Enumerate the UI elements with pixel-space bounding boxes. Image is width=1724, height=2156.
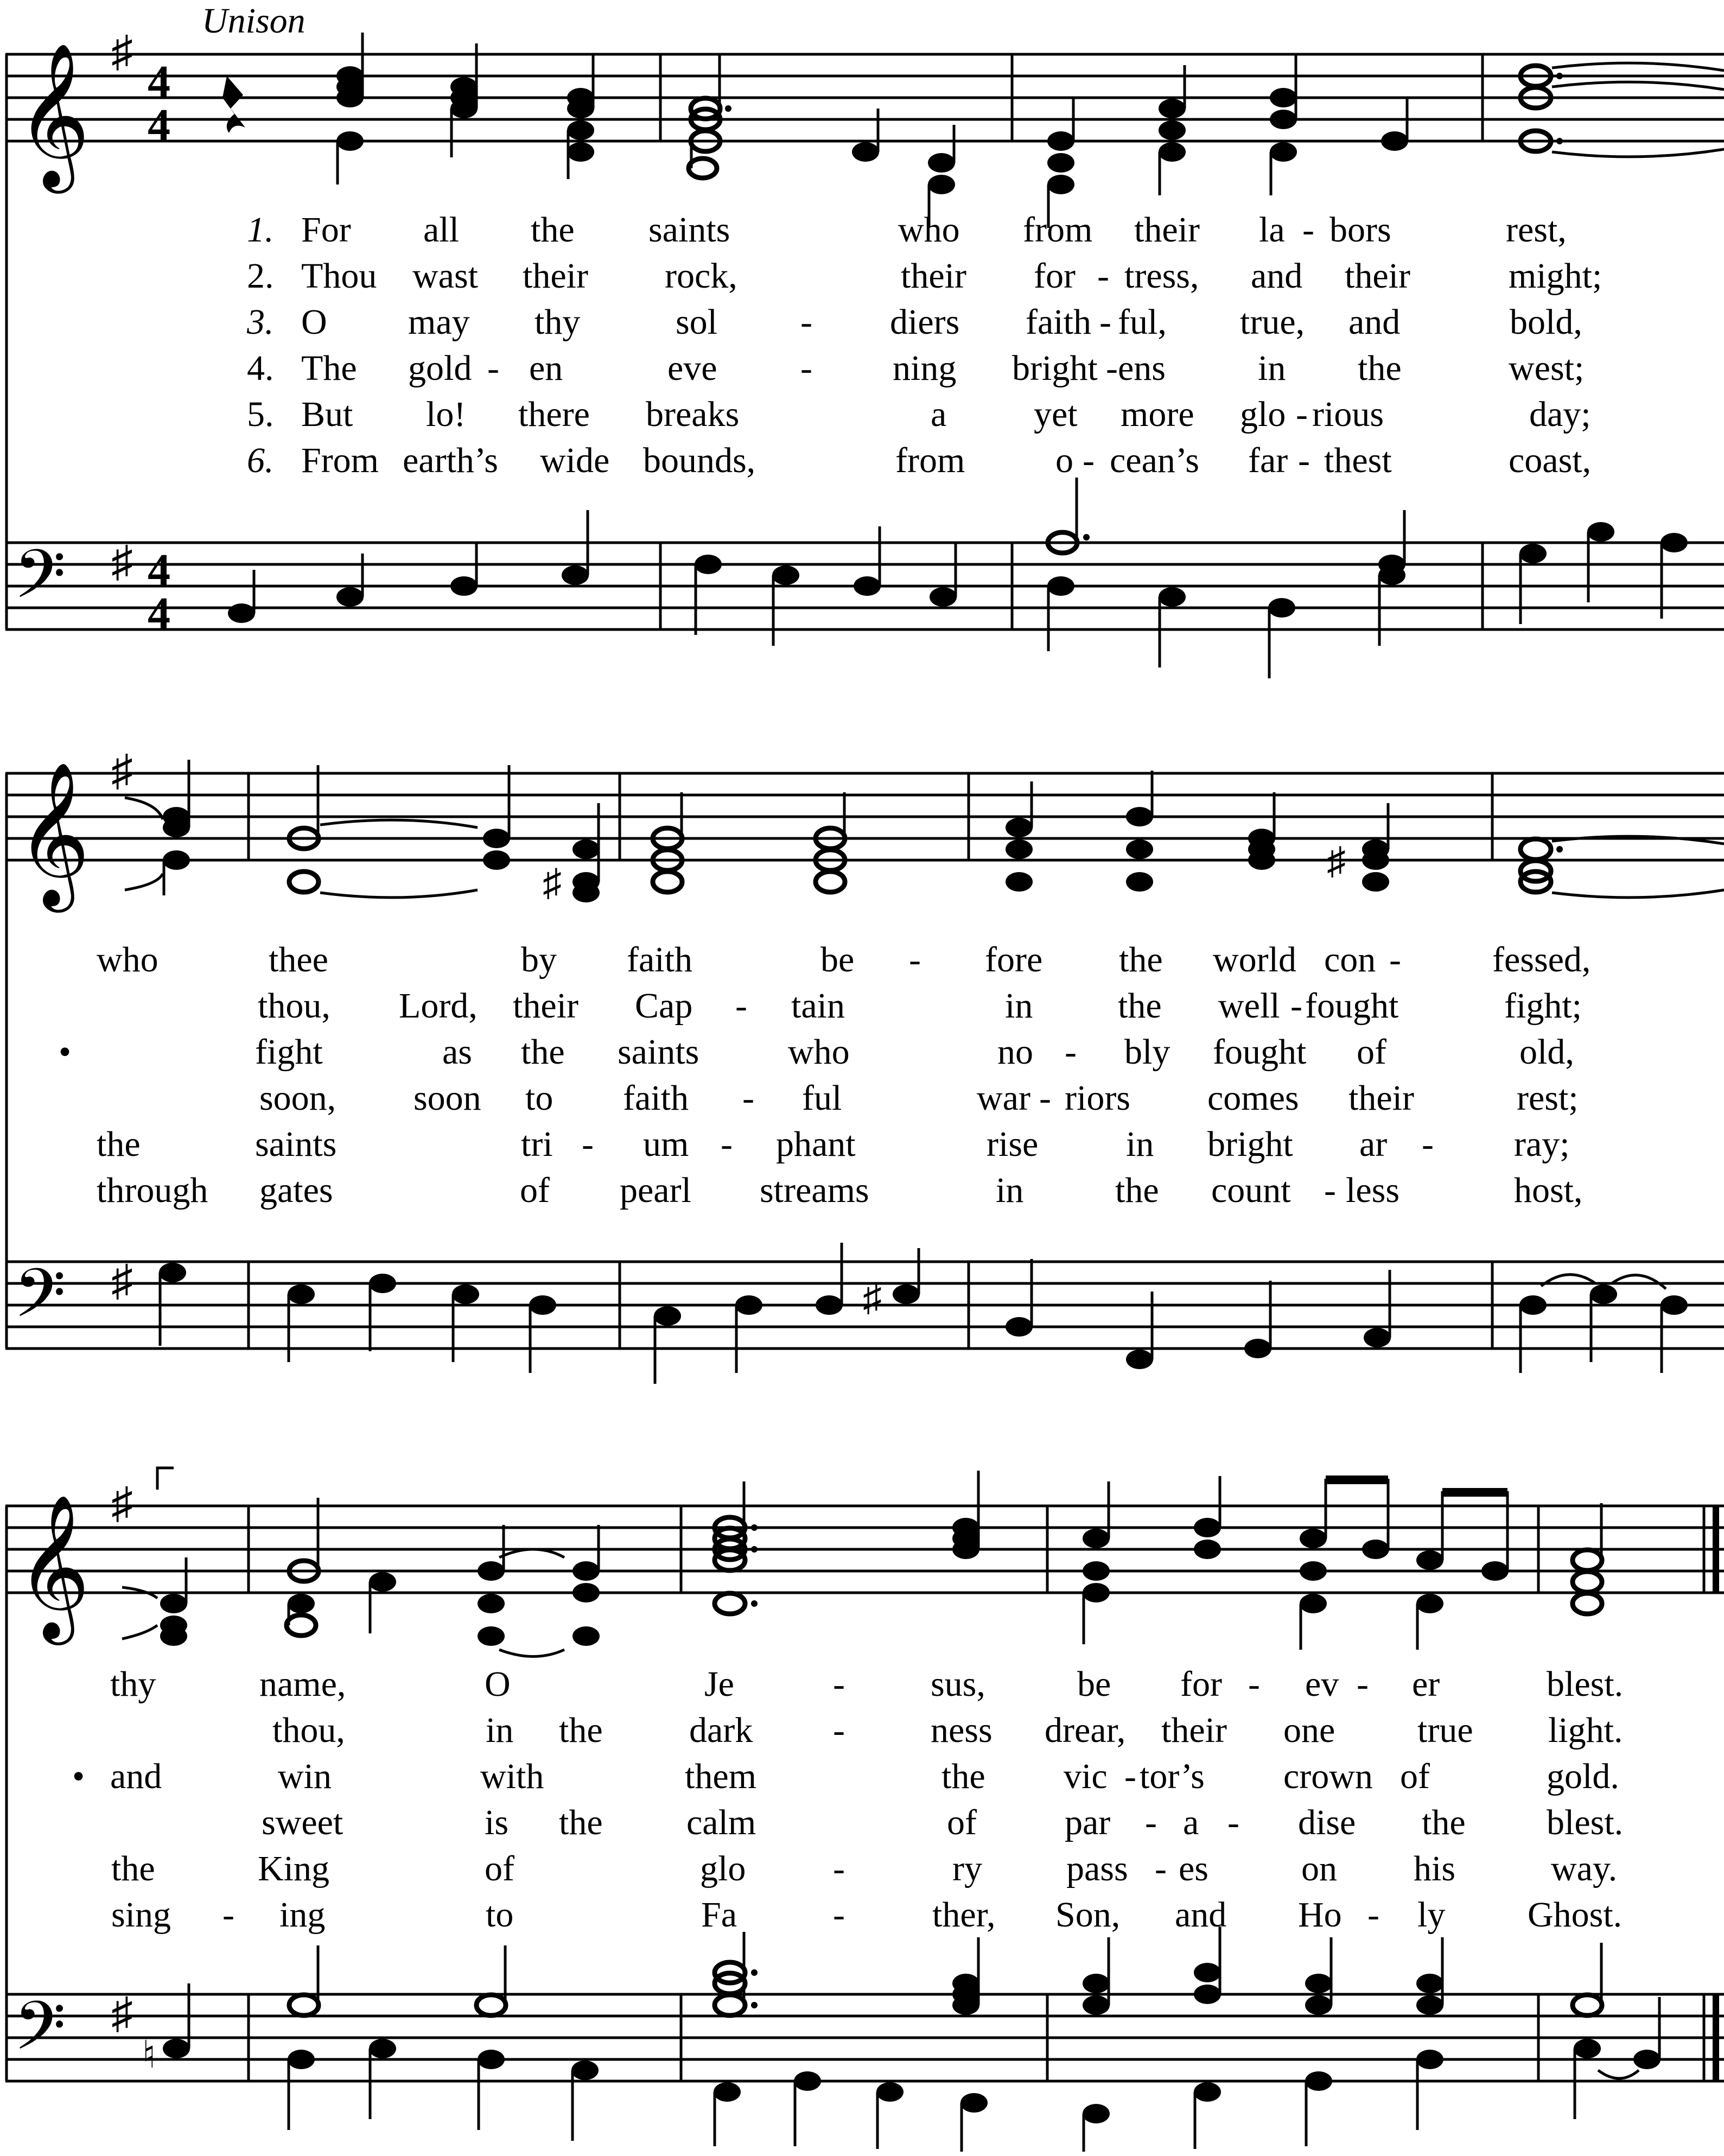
sharp-accidental: ♯ xyxy=(863,1277,882,1319)
lyric-syllable: - xyxy=(833,1895,845,1935)
sharp-accidental: ♯ xyxy=(543,862,562,904)
lyric-syllable: fought xyxy=(1305,986,1399,1026)
note-chord xyxy=(952,1471,979,1559)
lyric-syllable: Ghost. xyxy=(1528,1895,1623,1935)
note-chord xyxy=(816,792,845,892)
lyric-syllable: win xyxy=(278,1757,332,1796)
lyric-syllable: who xyxy=(97,940,158,980)
lyric-syllable: tri xyxy=(521,1124,553,1164)
lyric-syllable: to xyxy=(525,1078,554,1118)
treble-clef-icon: 𝄞 xyxy=(16,761,90,906)
lyric-syllable: bounds, xyxy=(643,441,756,480)
lyric-syllable: rest; xyxy=(1517,1078,1579,1118)
lyric-syllable: ar xyxy=(1359,1124,1388,1164)
lyric-syllable: glo xyxy=(700,1849,746,1888)
treble-staff xyxy=(5,1471,1724,2081)
key-signature-sharp: ♯ xyxy=(111,538,133,586)
note-chord xyxy=(1047,98,1074,228)
lyric-syllable: er xyxy=(1412,1664,1440,1704)
lyric-syllable: bold, xyxy=(1510,302,1582,342)
lyric-syllable: light. xyxy=(1548,1710,1623,1750)
lyric-syllable: crown xyxy=(1283,1757,1373,1796)
lyric-syllable: - xyxy=(800,348,812,388)
lyric-syllable: - xyxy=(1302,210,1314,250)
note-chord xyxy=(653,792,682,892)
lyric-syllable: gold. xyxy=(1547,1757,1619,1796)
lyric-syllable: their xyxy=(513,986,578,1026)
lyric-syllable: saints xyxy=(618,1032,699,1072)
lyric-syllable: con xyxy=(1324,940,1376,980)
lyric-syllable: - xyxy=(833,1710,845,1750)
lyric-syllable: - xyxy=(742,1078,754,1118)
lyric-syllable: dark xyxy=(689,1710,753,1750)
lyrics-block xyxy=(72,1664,1623,1935)
lyric-syllable: of xyxy=(1400,1757,1430,1796)
lyric-syllable: their xyxy=(901,256,966,296)
lyric-syllable: fight xyxy=(255,1032,323,1072)
lyric-syllable: O xyxy=(301,302,327,342)
lyric-syllable: saints xyxy=(255,1124,337,1164)
system-3 xyxy=(5,1468,1724,2152)
lyric-syllable: and xyxy=(1251,256,1303,296)
natural-accidental: ♮ xyxy=(142,2034,156,2076)
beamed-notes xyxy=(1300,1479,1389,1650)
note-chord xyxy=(572,1525,600,1646)
lyric-syllable: breaks xyxy=(646,395,740,434)
lyric-syllable: ev xyxy=(1305,1664,1339,1704)
lyric-syllable: who xyxy=(788,1032,850,1072)
lyric-syllable: may xyxy=(408,302,470,342)
lyric-syllable: who xyxy=(898,210,960,250)
lyric-syllable: the xyxy=(1422,1803,1466,1842)
lyric-syllable: wide xyxy=(540,441,610,480)
lyric-syllable: - xyxy=(1298,441,1310,480)
time-signature-top: 4 xyxy=(148,56,170,107)
lyric-syllable: thy xyxy=(110,1664,156,1704)
lyric-syllable: - xyxy=(1145,1803,1157,1842)
lyric-syllable: from xyxy=(1023,210,1093,250)
lyric-syllable: thy xyxy=(535,302,581,342)
bass-staff xyxy=(5,1243,1724,1384)
lyric-syllable: bright xyxy=(1012,348,1098,388)
note-chord xyxy=(478,1525,564,1657)
lyric-syllable: a xyxy=(1183,1803,1199,1842)
lyric-syllable: - xyxy=(1065,1032,1077,1072)
note-chord xyxy=(1159,65,1186,195)
lyric-syllable: fight; xyxy=(1504,986,1582,1026)
lyric-syllable: way. xyxy=(1551,1849,1618,1888)
lyric-syllable: sweet xyxy=(262,1803,343,1842)
lyric-syllable: - xyxy=(1296,395,1308,434)
note-chord xyxy=(1006,781,1033,892)
performance-direction: Unison xyxy=(202,1,306,41)
lyric-syllable: Je xyxy=(704,1664,734,1704)
lyric-syllable: - xyxy=(1124,1757,1136,1796)
system-2 xyxy=(5,747,1724,1384)
time-signature-bottom: 4 xyxy=(148,100,170,150)
lyric-syllable: thou, xyxy=(258,986,330,1026)
lyric-syllable: gold xyxy=(408,348,472,388)
lyric-syllable: - xyxy=(1367,1895,1379,1935)
note-chord xyxy=(1573,1503,1602,1614)
lyric-syllable: en xyxy=(529,348,563,388)
lyric-syllable: Fa xyxy=(701,1895,737,1935)
lyric-syllable: par xyxy=(1065,1803,1111,1842)
lyric-syllable: - xyxy=(1324,1171,1336,1210)
lyric-syllable: From xyxy=(301,441,379,480)
lyric-syllable: comes xyxy=(1207,1078,1299,1118)
lyric-syllable: calm xyxy=(686,1803,756,1842)
lyric-syllable: - xyxy=(1227,1803,1239,1842)
lyric-syllable: far xyxy=(1248,441,1288,480)
lyric-syllable: Son, xyxy=(1055,1895,1121,1935)
lyric-syllable: - xyxy=(1106,348,1118,388)
bass-clef-icon: 𝄢 xyxy=(14,536,66,630)
lyric-syllable: as xyxy=(442,1032,472,1072)
lyric-syllable: wast xyxy=(412,256,478,296)
lyric-syllable: - xyxy=(833,1849,845,1888)
lyric-syllable: Cap xyxy=(635,986,693,1026)
lyric-syllable: - xyxy=(800,302,812,342)
lyric-syllable: King xyxy=(258,1849,329,1888)
lyric-syllable: true, xyxy=(1240,302,1305,342)
lyric-syllable: drear, xyxy=(1045,1710,1126,1750)
lyric-syllable: ry xyxy=(952,1849,982,1888)
note-chord xyxy=(1194,1926,1221,2004)
bass-staff xyxy=(5,1926,1724,2152)
treble-clef-icon: 𝄞 xyxy=(16,42,90,187)
lyric-syllable: But xyxy=(301,395,353,434)
note-chord xyxy=(1194,1476,1221,1559)
lyric-syllable: to xyxy=(486,1895,514,1935)
lyric-syllable: there xyxy=(518,395,590,434)
lyric-syllable: more xyxy=(1121,395,1194,434)
lyric-syllable: yet xyxy=(1034,395,1078,434)
note-chord xyxy=(1521,836,1724,898)
lyric-syllable: ly xyxy=(1417,1895,1446,1935)
lyric-syllable: um xyxy=(643,1124,689,1164)
lyric-syllable: for xyxy=(1034,256,1076,296)
lyric-syllable: old, xyxy=(1519,1032,1574,1072)
lyric-syllable: - xyxy=(1248,1664,1260,1704)
lyric-syllable: For xyxy=(301,210,351,250)
lyric-syllable: the xyxy=(1115,1171,1159,1210)
lyric-syllable: - xyxy=(582,1124,594,1164)
note-chord xyxy=(287,1498,319,1636)
lyric-syllable: blest. xyxy=(1547,1664,1624,1704)
lyric-syllable: - xyxy=(1290,986,1302,1026)
lyric-syllable: of xyxy=(1357,1032,1386,1072)
lyric-syllable: the xyxy=(111,1849,155,1888)
key-signature-sharp: ♯ xyxy=(111,1480,133,1528)
lyric-syllable: es xyxy=(1179,1849,1208,1888)
note-chord xyxy=(1083,1937,1110,2015)
lyric-syllable: coast, xyxy=(1509,441,1592,480)
lyric-syllable: of xyxy=(947,1803,977,1842)
time-signature-bottom: 4 xyxy=(148,588,170,639)
bass-staff xyxy=(5,478,1724,678)
lyric-syllable: rest, xyxy=(1506,210,1567,250)
lyric-syllable: ning xyxy=(893,348,957,388)
key-signature-sharp: ♯ xyxy=(111,28,133,76)
note-chord xyxy=(1305,1937,1332,2015)
lyric-syllable: streams xyxy=(760,1171,869,1210)
lyric-syllable: earth’s xyxy=(403,441,498,480)
lyric-syllable: true xyxy=(1417,1710,1473,1750)
lyric-syllable: thee xyxy=(269,940,328,980)
lyric-syllable: - xyxy=(487,348,499,388)
lyric-syllable: less xyxy=(1346,1171,1399,1210)
lyric-syllable: faith xyxy=(623,1078,689,1118)
lyric-syllable: sol xyxy=(676,302,718,342)
verse-number: 3. xyxy=(247,302,274,342)
lyric-syllable: bly xyxy=(1124,1032,1170,1072)
lyric-syllable: riors xyxy=(1065,1078,1130,1118)
lyric-syllable: the xyxy=(97,1124,141,1164)
treble-clef-icon: 𝄞 xyxy=(16,1494,90,1639)
lyric-syllable: soon xyxy=(413,1078,481,1118)
time-signature-top: 4 xyxy=(148,545,170,595)
lyric-syllable: and xyxy=(110,1757,162,1796)
lyric-syllable: • xyxy=(59,1032,72,1072)
lyric-syllable: day; xyxy=(1529,395,1591,434)
lyric-syllable: count xyxy=(1211,1171,1291,1210)
lyric-syllable: through xyxy=(97,1171,208,1210)
lyric-syllable: his xyxy=(1414,1849,1456,1888)
bass-clef-icon: 𝄢 xyxy=(14,1987,66,2082)
lyric-syllable: ray; xyxy=(1514,1124,1570,1164)
bass-clef-icon: 𝄢 xyxy=(14,1255,66,1349)
lyric-syllable: Lord, xyxy=(399,986,478,1026)
lyric-syllable: faith xyxy=(627,940,692,980)
lyric-syllable: - xyxy=(1155,1849,1167,1888)
lyric-syllable: their xyxy=(523,256,588,296)
lyric-syllable: Thou xyxy=(301,256,377,296)
lyric-syllable: sing xyxy=(111,1895,171,1935)
lyric-syllable: fessed, xyxy=(1492,940,1591,980)
bracket-mark xyxy=(157,1468,174,1490)
lyric-syllable: soon, xyxy=(259,1078,336,1118)
lyric-syllable: them xyxy=(685,1757,756,1796)
lyrics-block xyxy=(59,940,1591,1210)
verse-number: 4. xyxy=(247,348,274,388)
lyric-syllable: ther, xyxy=(932,1895,996,1935)
lyric-syllable: thest xyxy=(1324,441,1392,480)
lyric-syllable: tain xyxy=(791,986,845,1026)
lyric-syllable: is xyxy=(485,1803,509,1842)
lyric-syllable: the xyxy=(521,1032,565,1072)
lyric-syllable: of xyxy=(520,1171,550,1210)
lyric-syllable: ful xyxy=(802,1078,842,1118)
system-1 xyxy=(5,28,1724,678)
note-chord xyxy=(543,803,600,904)
note-chord xyxy=(1416,1937,1443,2015)
lyric-syllable: on xyxy=(1301,1849,1337,1888)
lyric-syllable: vic xyxy=(1064,1757,1108,1796)
lyric-syllable: o xyxy=(1055,441,1073,480)
lyric-syllable: rious xyxy=(1312,395,1384,434)
lyric-syllable: the xyxy=(1118,986,1162,1026)
lyric-syllable: from xyxy=(895,441,965,480)
lyric-syllable: the xyxy=(559,1710,603,1750)
lyric-syllable: - xyxy=(833,1664,845,1704)
lyric-syllable: - xyxy=(1097,256,1109,296)
lyric-syllable: be xyxy=(1077,1664,1111,1704)
lyric-syllable: by xyxy=(521,940,557,980)
lyric-syllable: in xyxy=(1005,986,1033,1026)
verse-number: 6. xyxy=(247,441,274,480)
lyric-syllable: saints xyxy=(648,210,730,250)
verse-number: 2. xyxy=(247,256,274,296)
lyric-syllable: sus, xyxy=(931,1664,985,1704)
verse-number: 1. xyxy=(247,210,274,250)
lyric-syllable: be xyxy=(820,940,855,980)
lyric-syllable: - xyxy=(1039,1078,1051,1118)
lyric-syllable: and xyxy=(1348,302,1401,342)
lyric-syllable: - xyxy=(1357,1664,1369,1704)
lyric-syllable: tress, xyxy=(1124,256,1199,296)
lyric-syllable: all xyxy=(423,210,459,250)
lyric-syllable: one xyxy=(1283,1710,1335,1750)
lyric-syllable: no xyxy=(997,1032,1033,1072)
lyric-syllable: - xyxy=(735,986,747,1026)
lyric-syllable: well xyxy=(1218,986,1280,1026)
lyric-syllable: diers xyxy=(890,302,960,342)
key-signature-sharp: ♯ xyxy=(111,1990,133,2038)
lyric-syllable: west; xyxy=(1509,348,1585,388)
note-chord xyxy=(689,54,731,178)
lyric-syllable: their xyxy=(1134,210,1200,250)
lyric-syllable: a xyxy=(931,395,947,434)
lyric-syllable: ness xyxy=(931,1710,993,1750)
lyric-syllable: fought xyxy=(1213,1032,1307,1072)
lyric-syllable: O xyxy=(485,1664,511,1704)
lyric-syllable: their xyxy=(1345,256,1410,296)
note-chord xyxy=(1126,771,1153,892)
note-chord xyxy=(715,1932,758,2015)
lyric-syllable: faith xyxy=(1026,302,1091,342)
lyric-syllable: in xyxy=(486,1710,514,1750)
lyric-syllable: host, xyxy=(1514,1171,1583,1210)
lyric-syllable: Ho xyxy=(1298,1895,1342,1935)
lyric-syllable: name, xyxy=(259,1664,346,1704)
note-chord xyxy=(289,765,478,898)
lyric-syllable: - xyxy=(1422,1124,1434,1164)
lyric-syllable: - xyxy=(1083,441,1095,480)
lyric-syllable: - xyxy=(222,1895,234,1935)
lyric-syllable: tor’s xyxy=(1140,1757,1205,1796)
lyric-syllable: pearl xyxy=(620,1171,691,1210)
lyric-syllable: the xyxy=(941,1757,985,1796)
lyric-syllable: dise xyxy=(1298,1803,1356,1842)
sharp-accidental: ♯ xyxy=(1327,841,1346,882)
lyric-syllable: cean’s xyxy=(1110,441,1199,480)
lyric-syllable: of xyxy=(485,1849,514,1888)
lyric-syllable: gates xyxy=(259,1171,333,1210)
lyric-syllable: bors xyxy=(1329,210,1391,250)
lyric-syllable: fore xyxy=(985,940,1043,980)
lyric-syllable: - xyxy=(721,1124,733,1164)
lyric-syllable: with xyxy=(480,1757,544,1796)
lyric-syllable: the xyxy=(559,1803,603,1842)
note-chord xyxy=(163,760,190,895)
lyric-syllable: phant xyxy=(776,1124,856,1164)
lyric-syllable: in xyxy=(1126,1124,1154,1164)
lyric-syllable: la xyxy=(1259,210,1285,250)
lyric-syllable: and xyxy=(1175,1895,1227,1935)
lyric-syllable: ful, xyxy=(1118,302,1167,342)
lyric-syllable: ens xyxy=(1118,348,1166,388)
lyrics-block xyxy=(246,210,1602,480)
lyric-syllable: blest. xyxy=(1547,1803,1624,1842)
note-chord xyxy=(567,54,594,179)
note-chord xyxy=(1248,792,1275,870)
lyric-syllable: pass xyxy=(1066,1849,1128,1888)
lyric-syllable: eve xyxy=(667,348,717,388)
key-signature-sharp: ♯ xyxy=(111,747,133,795)
lyric-syllable: thou, xyxy=(272,1710,345,1750)
lyric-syllable: their xyxy=(1348,1078,1414,1118)
lyric-syllable: lo! xyxy=(426,395,466,434)
lyric-syllable: ing xyxy=(279,1895,326,1935)
quarter-rest-icon xyxy=(222,76,245,133)
lyric-syllable: rock, xyxy=(665,256,737,296)
lyric-syllable: glo xyxy=(1240,395,1286,434)
lyric-syllable: in xyxy=(1258,348,1286,388)
key-signature-sharp: ♯ xyxy=(111,1257,133,1305)
note-chord xyxy=(952,1937,979,2015)
lyric-syllable: - xyxy=(1099,302,1111,342)
verse-number: 5. xyxy=(247,395,274,434)
lyric-syllable: might; xyxy=(1509,256,1602,296)
lyric-syllable: war xyxy=(977,1078,1030,1118)
lyric-syllable: rise xyxy=(987,1124,1039,1164)
lyric-syllable: The xyxy=(301,348,357,388)
lyric-syllable: - xyxy=(909,940,921,980)
lyric-syllable: the xyxy=(531,210,575,250)
lyric-syllable: their xyxy=(1161,1710,1227,1750)
lyric-syllable: - xyxy=(1389,940,1401,980)
lyric-syllable: bright xyxy=(1207,1124,1293,1164)
lyric-syllable: world xyxy=(1213,940,1296,980)
lyric-syllable: for xyxy=(1180,1664,1222,1704)
lyric-syllable: the xyxy=(1358,348,1402,388)
lyric-syllable: in xyxy=(996,1171,1024,1210)
lyric-syllable: the xyxy=(1119,940,1163,980)
lyric-syllable: • xyxy=(72,1757,85,1796)
